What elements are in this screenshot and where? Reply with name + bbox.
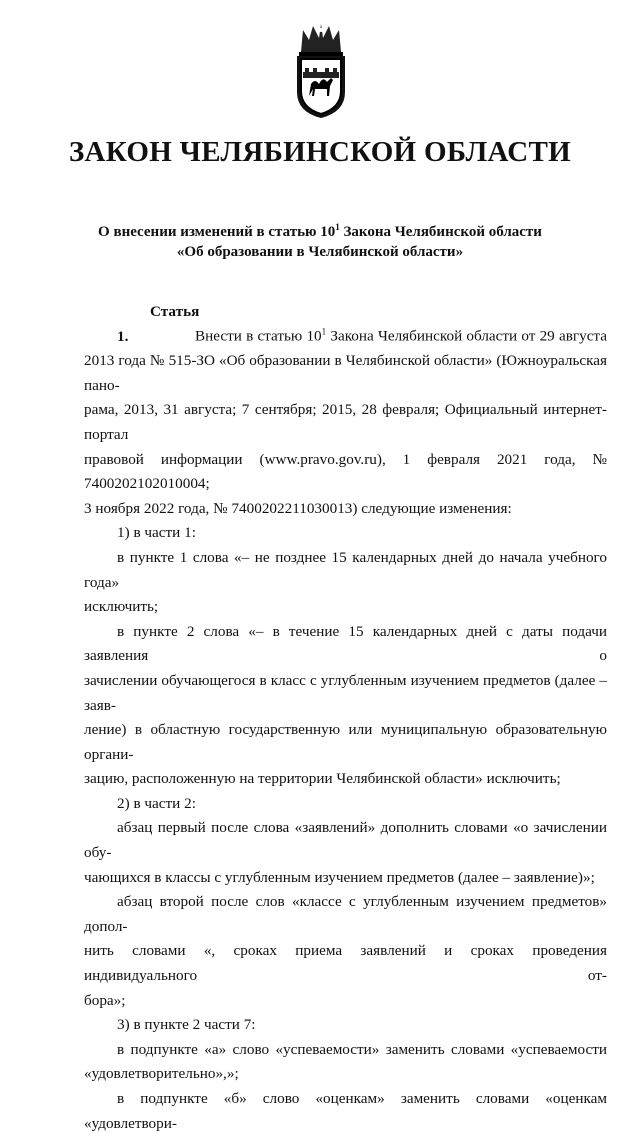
subtitle-line2: «Об образовании в Челябинской области» [176,244,464,260]
body-line: 1) в части 1: [117,524,196,542]
article-intro-start: Внести в статью 10 [195,327,322,345]
body-line: рама, 2013, 31 августа; 7 сентября; 2015, 28 февраля; Официальный интернет-портал [84,401,607,443]
body-line: в подпункте «б» слово «оценкам» заменить словами «оценкам «удовлетвори- [84,1090,607,1132]
body-line: зацию, расположенную на территории Челябинской области» исключить; [84,770,561,788]
article-body [84,300,607,1136]
body-line: «удовлетворительно»,»; [84,1065,239,1083]
body-line: абзац второй после слов «классе с углубленным изучением предметов» допол- [84,893,607,935]
subtitle-line1-end: Закона Челябинской области [339,224,542,240]
body-line: в пункте 2 слова «– в течение 15 календарных дней с даты подачи заявления о [84,622,607,665]
article-intro-end: Закона Челябинской области от 29 августа [326,327,607,345]
body-line: 2) в части 2: [117,794,196,812]
article-heading: Статья 1. [117,303,200,345]
subtitle-superscript: 1 [335,222,340,232]
body-line: ление) в областную государственную или муниципальную образовательную органи- [84,721,607,763]
body-line: 2013 года № 515-ЗО «Об образовании в Челябинской области» (Южноуральская пано- [84,352,607,394]
body-line: чающихся в классы с углубленным изучением предметов (далее – заявление)»; [84,868,595,886]
body-line: абзац первый после слова «заявлений» дополнить словами «о зачислении обу- [84,819,607,862]
body-line: 3) в пункте 2 части 7: [117,1016,256,1034]
subtitle-line1-start: О внесении изменений в статью 10 [98,224,336,240]
law-subtitle [0,222,640,262]
body-line: бора»; [84,991,126,1009]
body-line: исключить; [84,598,159,616]
body-line: 3 ноября 2022 года, № 7400202211030013) следующие изменения: [84,499,512,517]
body-line: в подпункте «а» слово «успеваемости» заменить словами «успеваемости [117,1040,607,1058]
body-line: нить словами «, сроках приема заявлений и сроках проведения индивидуального от- [84,942,607,985]
article-intro-line [84,300,607,349]
coat-of-arms-icon [293,22,349,120]
body-line: правовой информации (www.pravo.gov.ru), 1 февраля 2021 года, № 7400202102010004; [84,450,607,493]
body-line: в пункте 1 слова «– не позднее 15 календарных дней до начала учебного года» [84,548,607,591]
law-title: ЗАКОН ЧЕЛЯБИНСКОЙ ОБЛАСТИ [68,136,572,168]
article-superscript: 1 [321,326,327,337]
body-line: зачислении обучающегося в класс с углубленным изучением предметов (далее – заяв- [84,671,607,714]
